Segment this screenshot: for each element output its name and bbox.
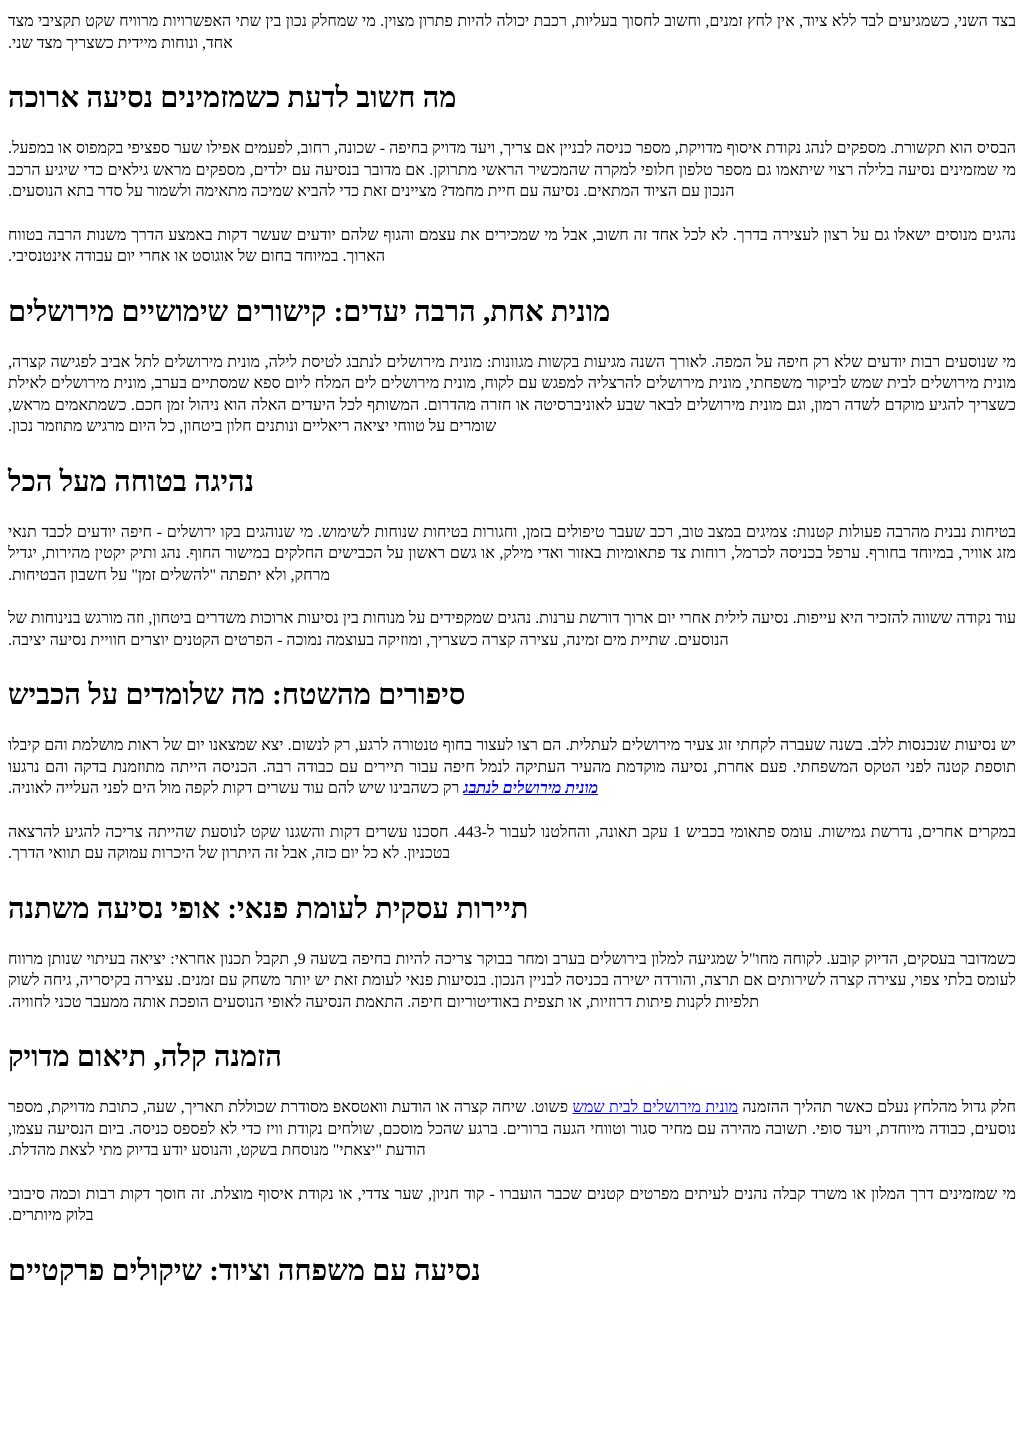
paragraph-text: יש נסיעות שנכנסות ללב. בשנה שעברה לקחתי זוג צעיר מירושלים לעתלית. הם רצו לעצור בחוף טנטורה לרגע, רק לנשום. יצא שמצאנו יום של ראות מושלמת והם קיבלו תוספת קטנה לפני הטקס המשפחתי. פעם אחרת, נסיעה מוקדמת מהעיר העתיקה לנמל חיפה עבור תיירים עם כבודה רבה. הכניסה הייתה מתוזמנת בדקה והם נרגעו [8,737,1016,776]
taxi-jerusalem-natbag-link[interactable]: מונית מירושלים לנתבג [463,780,599,797]
section-heading: סיפורים מהשטח: מה שלומדים על הכביש [8,679,466,711]
paragraph-text: חלק גדול מהלחץ נעלם כאשר תהליך ההזמנה [738,1099,1017,1116]
section-heading: מה חשוב לדעת כשמזמינים נסיעה ארוכה [8,82,457,114]
paragraph: כשמדובר בעסקים, הדיוק קובע. לקוחה מחו"ל שמגיעה למלון בירושלים בערב ומחר בבוקר צריכה להיות בחיפה בשעה 9, תקבל תכנון אחראי: יציאה בעיתוי שנותן מרווח לעומס בלתי צפוי, עצירה קצרה לשירותים אם תרצה, והורדה ישירה בכניסה לבניין הנכון. בנסיעות פנאי לעומת זאת יש יותר משחק עם זמנים. עצירה בקיסריה, גיחה לשוק תלפיות לקנות פיתות דרוזיות, או תצפית באודיטוריום חיפה. התאמת הנסיעה לאופי הנוסעים הופכת אותה ממעבר טכני לחוויה. [8,950,1017,1011]
paragraph-text: פשוט. שיחה קצרה או הודעת וואטסאפ מסודרת שכוללת תאריך, שעה, כתובת מדויקת, מספר נוסעים, כבודה מיוחדת, ויעד סופי. תשובה מהירה עם מחיר סגור וטווחי הגעה ברורים. ברגע שהכל מוסכם, שולחים נקודת וויז כדי לא לפספס כניסה. ביום הנסיעה עצמו, הודעת "יצאתי" מנוסחת בשקט, והנוסע יודע בדיוק מתי לצאת מהדלת. [8,1099,1016,1159]
paragraph-with-link [8,735,1016,800]
paragraph: מי שנוסעים רבות יודעים שלא רק חיפה על המפה. לאורך השנה מגיעות בקשות מגוונות: מונית מירושלים לנתבג לטיסת לילה, מונית מירושלים לתל אביב לפגישה קצרה, מונית מירושלים לבית שמש לביקור משפחתי, מונית מירושלים להרצליה למפגש עם לקוח, מונית מירושלים לים המלח ליום ספא שמסתיים בערב, מונית מירושלים לאילת כשצריך להגיע מוקדם לשדה רמון, וגם מונית מירושלים לבאר שבע לאוניברסיטה או חזרה מהדרום. המשותף לכל היעדים האלה הוא ניהול זמן חכם. כשמתאמים מראש, שומרים על טווחי יציאה ריאליים ונותנים חלון ביטחון, כל היום מרגיש מתוזמר נכון. [8,353,1016,435]
section-heading: מונית אחת, הרבה יעדים: קישורים שימושיים מירושלים [8,295,611,328]
paragraph: הבסיס הוא תקשורת. מספקים לנהג נקודת איסוף מדויקת, מספר כניסה לבניין אם צריך, ויעד מדויק בחיפה - שכונה, רחוב, לפעמים אפילו שער ספציפי בקמפוס או במפעל. מי שמזמינים נסיעה בלילה רצוי שיתאמו גם מספר טלפון חלופי למקרה שהמכשיר הראשי מתרוקן. אם מדובר בנסיעה עם ילדים, מספקים מראש גילאים כדי שיגיע הרכב הנכון עם הציוד המתאים. נסיעה עם חיית מחמד? מציינים זאת כדי להביא שמיכה מתאימה ולשמור על סדר בתא הנוסעים. [8,140,1016,200]
article-body [8,11,1016,1287]
paragraph: במקרים אחרים, נדרשת גמישות. עומס פתאומי בכביש 1 עקב תאונה, והחלטנו לעבור ל-443. חסכנו עשרים דקות והשגנו שקט לנוסעת שהייתה צריכה להגיע להרצאה בטכניון. לא כל יום כזה, אבל זה היתרון של היכרות עמוקה עם תוואי הדרך. [8,823,1017,862]
paragraph: עוד נקודה ששווה להזכיר היא עייפות. נסיעה לילית אחרי יום ארוך דורשת ערנות. נהגים שמקפידים על מנוחות בין נסיעות ארוכות משדרים ביטחון, וזה מורגש בנינוחות של הנוסעים. שתיית מים זמינה, עצירה קצרה כשצריך, ומוזיקה בעוצמה נמוכה - הפרטים הקטנים יוצרים חוויית נסיעה יציבה. [8,610,1016,649]
section-heading: הזמנה קלה, תיאום מדויק [8,1041,282,1073]
paragraph: בטיחות נבנית מהרבה פעולות קטנות: צמיגים במצב טוב, רכב שעבר טיפולים בזמן, וחגורות בטיחות שנוחות לשימוש. מי שנוהגים בקו ירושלים - חיפה יודעים לכבד תנאי מזג אוויר, במיוחד בחורף. ערפל בכניסה לכרמל, רוחות צד פתאומיות באזור ואדי מילק, או גשם ראשון על הכבישים החלקים במישור החוף. נהג ותיק יקטין מהירות, יגדיל מרחק, ולא יתפתה "להשלים זמן" על חשבון הבטיחות. [8,523,1016,584]
paragraph: מי שמזמינים דרך המלון או משרד קבלה נהנים לעיתים מפרטים קטנים שכבר הועברו - קוד חניון, שער צדדי, או נקודת איסוף מוצלת. זה חוסך דקות רבות וכמה סיבובי בלוק מיותרים. [8,1185,1016,1224]
paragraph: נהגים מנוסים ישאלו גם על רצון לעצירה בדרך. לא לכל אחד זה חשוב, אבל מי שמכירים את עצמם והגוף שלהם יודעים שעשר דקות באמצע הדרך משנות הרבה בטווח הארוך. במיוחד בחום של אוגוסט או אחרי יום עבודה אינטנסיבי. [8,226,1016,265]
paragraph-with-link [8,1097,1016,1162]
section-heading: נסיעה עם משפחה וציוד: שיקולים פרקטיים [8,1254,481,1287]
section-heading: תיירות עסקית לעומת פנאי: אופי נסיעה משתנה [8,892,529,925]
taxi-jerusalem-beit-shemesh-link[interactable]: מונית מירושלים לבית שמש [572,1099,739,1116]
paragraph: בצד השני, כשמגיעים לבד ללא ציוד, אין לחץ זמנים, וחשוב לחסוך בעליות, רכבת יכולה להיות פתרון מצוין. מי שמחלק נכון בין שתי האפשרויות מרוויח שקט תקציבי מצד אחד, ונוחות מיידית כשצריך מצד שני. [8,13,1016,52]
paragraph-text: רק כשהבינו שיש להם עוד עשרים דקות לקפה מול הים לפני העלייה לאוניה. [8,780,464,797]
section-heading: נהיגה בטוחה מעל הכל [8,465,255,498]
